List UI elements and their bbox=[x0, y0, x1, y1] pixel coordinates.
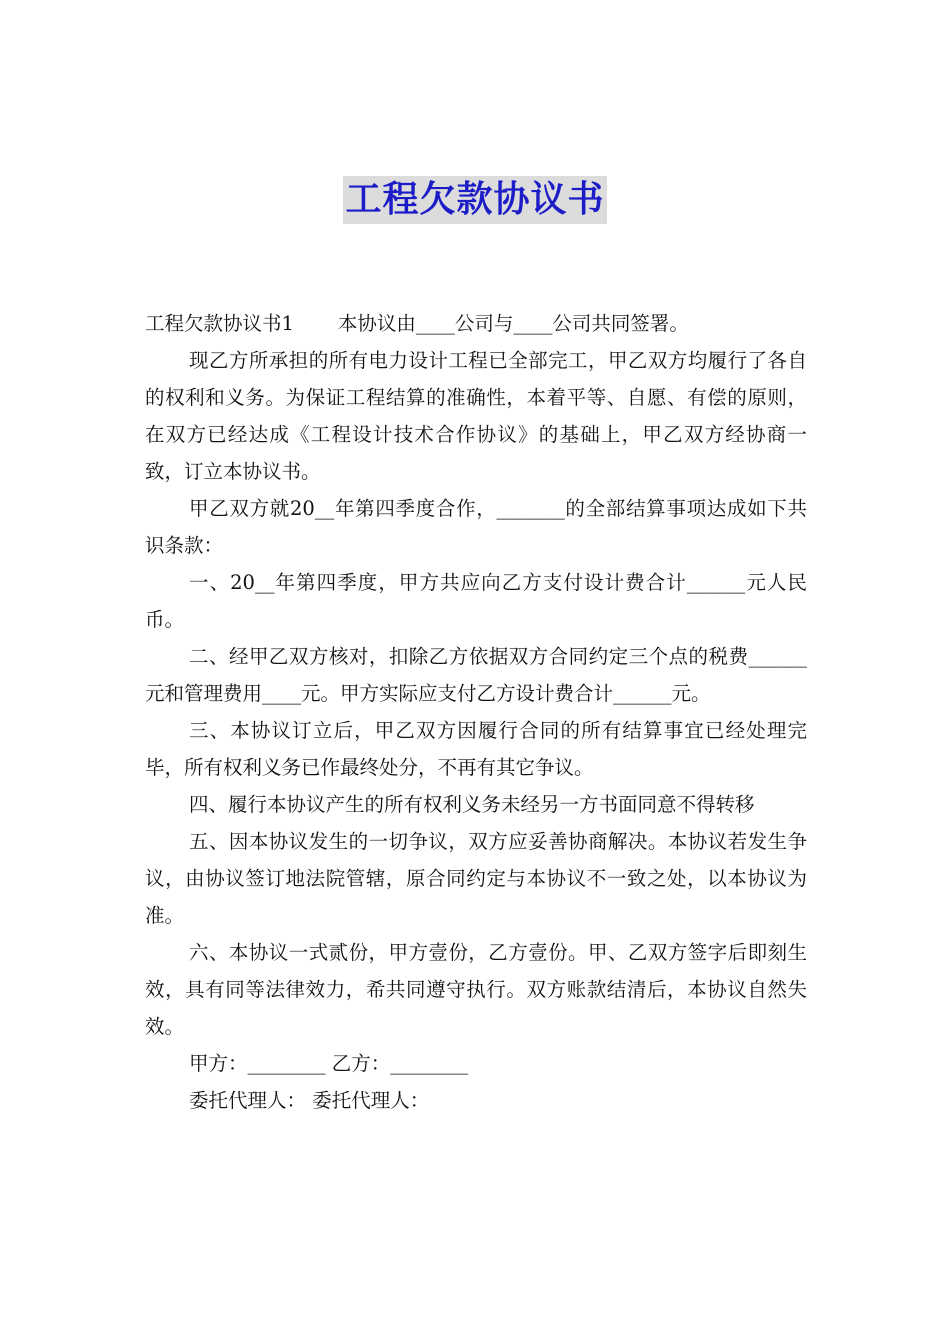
document-body bbox=[145, 305, 807, 1119]
title-container bbox=[0, 176, 950, 224]
first-line-text: 本协议由____公司与____公司共同签署。 bbox=[337, 312, 689, 335]
clause-3: 三、本协议订立后，甲乙双方因履行合同的所有结算事宜已经处理完毕，所有权利义务已作最终处分，不再有其它争议。 bbox=[145, 719, 807, 779]
clause-2: 二、经甲乙双方核对，扣除乙方依据双方合同约定三个点的税费______元和管理费用____元。甲方实际应支付乙方设计费合计______元。 bbox=[145, 645, 807, 705]
first-line bbox=[145, 305, 807, 342]
document-title: 工程欠款协议书 bbox=[343, 176, 606, 224]
paragraph-preamble: 现乙方所承担的所有电力设计工程已全部完工，甲乙双方均履行了各自的权利和义务。为保证工程结算的准确性，本着平等、自愿、有偿的原则，在双方已经达成《工程设计技术合作协议》的基础上，甲乙双方经协商一致，订立本协议书。 bbox=[145, 349, 807, 483]
paragraph-scope: 甲乙双方就20__年第四季度合作，_______的全部结算事项达成如下共识条款： bbox=[145, 497, 807, 557]
clause-5: 五、因本协议发生的一切争议，双方应妥善协商解决。本协议若发生争议，由协议签订地法院管辖，原合同约定与本协议不一致之处，以本协议为准。 bbox=[145, 830, 807, 927]
clause-6: 六、本协议一式贰份，甲方壹份，乙方壹份。甲、乙双方签字后即刻生效，具有同等法律效力，希共同遵守执行。双方账款结清后，本协议自然失效。 bbox=[145, 941, 807, 1038]
signature-agents: 委托代理人： 委托代理人： bbox=[189, 1089, 430, 1112]
first-line-lead: 工程欠款协议书1 bbox=[145, 312, 294, 335]
clause-4: 四、履行本协议产生的所有权利义务未经另一方书面同意不得转移 bbox=[189, 793, 755, 816]
clause-1: 一、20__年第四季度，甲方共应向乙方支付设计费合计______元人民币。 bbox=[145, 571, 807, 631]
signature-parties: 甲方：________ 乙方：________ bbox=[189, 1052, 469, 1075]
